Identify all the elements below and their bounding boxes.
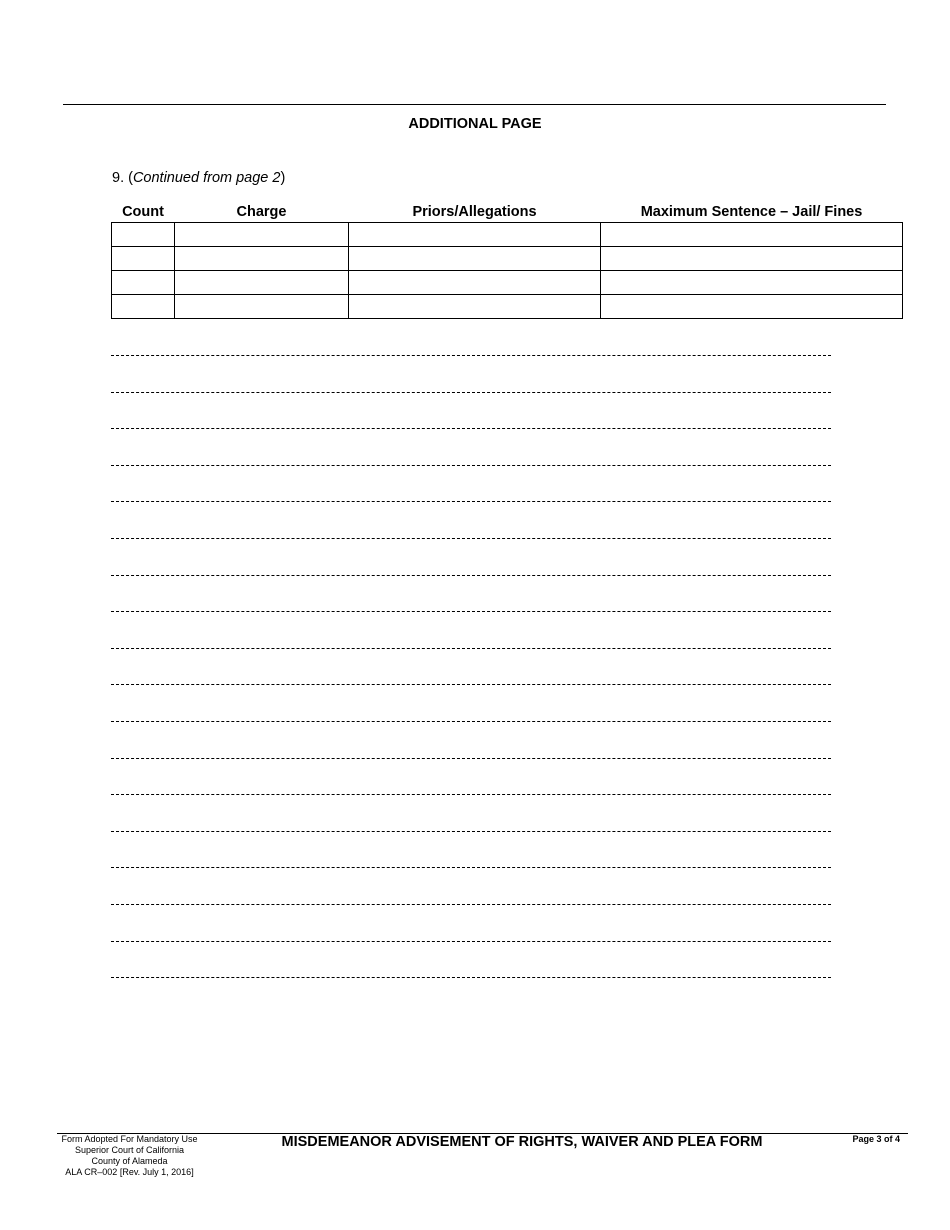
writing-line[interactable] <box>111 355 831 356</box>
writing-line[interactable] <box>111 501 831 502</box>
item-close: ) <box>280 170 286 186</box>
footer-court-line: Superior Court of California <box>74 1145 185 1155</box>
priors-cell[interactable] <box>349 247 601 271</box>
charge-cell[interactable] <box>175 247 349 271</box>
charge-cell[interactable] <box>175 223 349 247</box>
item-continued-note: Continued from page 2 <box>132 170 281 186</box>
writing-line[interactable] <box>111 648 831 649</box>
top-rule <box>63 104 886 105</box>
writing-line[interactable] <box>111 977 831 978</box>
writing-line[interactable] <box>111 428 831 429</box>
footer-form-title: MISDEMEANOR ADVISEMENT OF RIGHTS, WAIVER AND PLEA FORM <box>281 1134 763 1150</box>
max-sentence-cell[interactable] <box>601 247 903 271</box>
table-row <box>112 271 903 295</box>
priors-cell[interactable] <box>349 295 601 319</box>
writing-line[interactable] <box>111 794 831 795</box>
writing-line[interactable] <box>111 831 831 832</box>
charge-cell[interactable] <box>175 295 349 319</box>
column-header-count: Count <box>122 204 164 220</box>
column-header-charge: Charge <box>236 204 287 220</box>
column-header-priors: Priors/Allegations <box>412 204 537 220</box>
count-cell[interactable] <box>112 223 175 247</box>
item-9-label <box>112 170 285 186</box>
writing-line[interactable] <box>111 575 831 576</box>
charges-header-row <box>112 198 903 223</box>
max-sentence-cell[interactable] <box>601 223 903 247</box>
writing-line[interactable] <box>111 465 831 466</box>
table-row <box>112 223 903 247</box>
footer-form-number: ALA CR–002 [Rev. July 1, 2016] <box>65 1167 194 1177</box>
count-cell[interactable] <box>112 295 175 319</box>
writing-line[interactable] <box>111 538 831 539</box>
page-title: ADDITIONAL PAGE <box>408 116 542 132</box>
writing-line[interactable] <box>111 392 831 393</box>
priors-cell[interactable] <box>349 271 601 295</box>
charges-table <box>111 198 903 319</box>
writing-line[interactable] <box>111 941 831 942</box>
writing-line[interactable] <box>111 611 831 612</box>
table-row <box>112 295 903 319</box>
footer-adopted-line: Form Adopted For Mandatory Use <box>61 1134 198 1144</box>
writing-line[interactable] <box>111 758 831 759</box>
footer-county-line: County of Alameda <box>91 1156 168 1166</box>
count-cell[interactable] <box>112 271 175 295</box>
footer-adoption-info <box>57 1134 202 1178</box>
writing-line[interactable] <box>111 684 831 685</box>
item-number: 9. ( <box>112 170 133 186</box>
charge-cell[interactable] <box>175 271 349 295</box>
column-header-max-sentence: Maximum Sentence – Jail/ Fines <box>640 204 863 220</box>
writing-line[interactable] <box>111 904 831 905</box>
writing-line[interactable] <box>111 721 831 722</box>
count-cell[interactable] <box>112 247 175 271</box>
priors-cell[interactable] <box>349 223 601 247</box>
max-sentence-cell[interactable] <box>601 295 903 319</box>
page-number: Page 3 of 4 <box>852 1134 900 1144</box>
max-sentence-cell[interactable] <box>601 271 903 295</box>
table-row <box>112 247 903 271</box>
writing-line[interactable] <box>111 867 831 868</box>
